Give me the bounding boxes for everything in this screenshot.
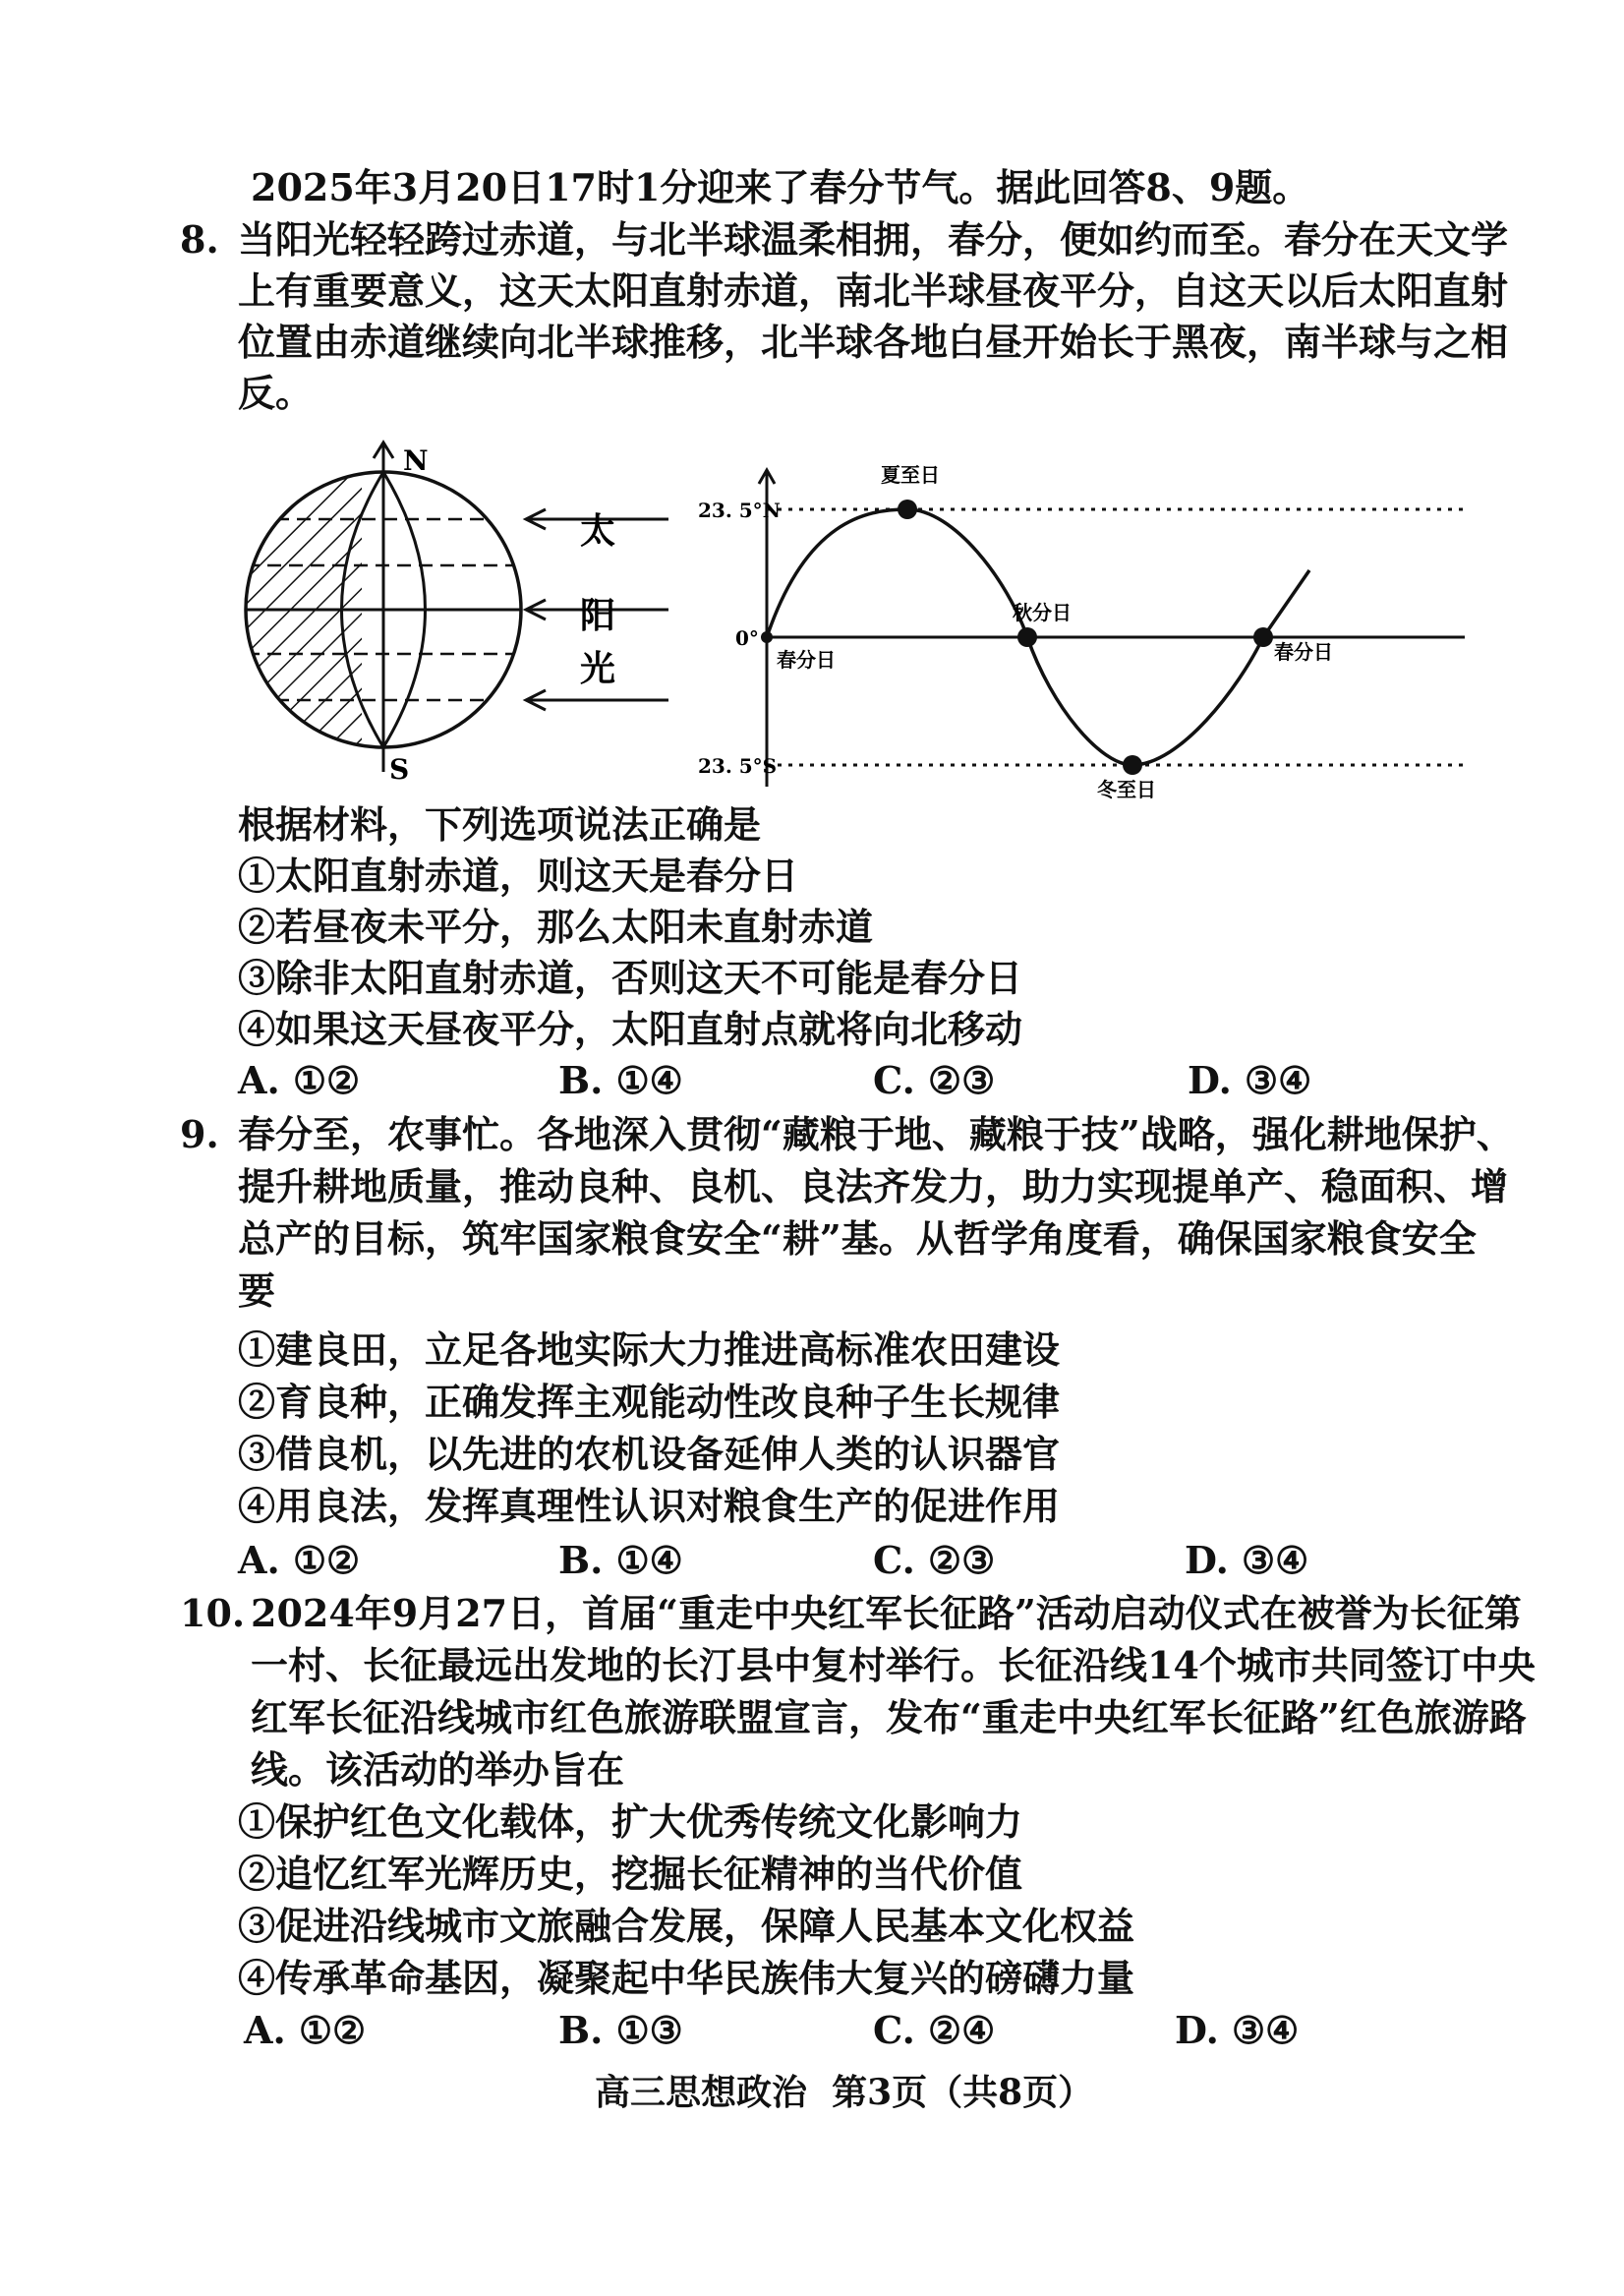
question-10-stem-line: 线。该活动的举办旨在: [251, 1747, 625, 1792]
question-9-option-b[interactable]: B. ①④: [558, 1538, 683, 1582]
sun-char: 阳: [580, 595, 616, 636]
question-8-prompt: 根据材料，下列选项说法正确是: [238, 802, 762, 847]
question-10-option-b[interactable]: B. ①③: [558, 2008, 683, 2052]
question-8-stem-line: 上有重要意义，这天太阳直射赤道，南北半球昼夜平分，自这天以后太阳直射: [238, 268, 1509, 313]
question-9-option-d[interactable]: D. ③④: [1185, 1538, 1309, 1582]
question-8-statement: ④如果这天昼夜平分，太阳直射点就将向北移动: [238, 1007, 1023, 1051]
question-8-option-d[interactable]: D. ③④: [1188, 1058, 1312, 1102]
autumn-equinox-point: [1017, 627, 1037, 647]
question-9-stem-line: 总产的目标，筑牢国家粮食安全“耕”基。从哲学角度看，确保国家粮食安全: [238, 1216, 1477, 1261]
question-8-statement: ③除非太阳直射赤道，否则这天不可能是春分日: [238, 956, 1023, 1000]
question-10-number: 10.: [180, 1591, 246, 1635]
question-9-stem-line: 提升耕地质量，推动良种、良机、良法齐发力，助力实现提单产、稳面积、增: [238, 1164, 1509, 1208]
question-10-stem-line: 红军长征沿线城市红色旅游联盟宣言，发布“重走中央红军长征路”红色旅游路: [251, 1695, 1527, 1739]
question-10-statement: ③促进沿线城市文旅融合发展，保障人民基本文化权益: [238, 1904, 1135, 1948]
question-9-stem-line: 要: [238, 1268, 276, 1313]
question-8-stem-line: 当阳光轻轻跨过赤道，与北半球温柔相拥，春分，便如约而至。春分在天文学: [238, 217, 1509, 262]
y-label-zero: 0°: [735, 626, 759, 650]
question-8-stem-line: 位置由赤道继续向北半球推移，北半球各地白昼开始长于黑夜，南半球与之相: [238, 320, 1509, 364]
globe-figure: [216, 433, 708, 796]
spring-equinox-start-point: [761, 631, 773, 643]
intro-text: 2025年3月20日17时1分迎来了春分节气。据此回答8、9题。: [251, 165, 1310, 209]
spring-equinox-point: [1253, 627, 1273, 647]
question-8-statement: ①太阳直射赤道，则这天是春分日: [238, 854, 799, 898]
question-10-stem-line: 2024年9月27日，首届“重走中央红军长征路”活动启动仪式在被誉为长征第: [251, 1591, 1522, 1635]
question-8-number: 8.: [180, 217, 219, 262]
autumn-equinox-label: 秋分日: [1013, 601, 1072, 624]
solar-curve-figure: [688, 452, 1475, 806]
question-8-stem-line: 反。: [238, 371, 314, 415]
south-label: S: [389, 753, 410, 786]
summer-solstice-point: [898, 500, 917, 519]
question-10-statement: ②追忆红军光辉历史，挖掘长征精神的当代价值: [238, 1852, 1023, 1896]
question-9-statement: ④用良法，发挥真理性认识对粮食生产的促进作用: [238, 1484, 1061, 1528]
question-9-stem-line: 春分至，农事忙。各地深入贯彻“藏粮于地、藏粮于技”战略，强化耕地保护、: [238, 1112, 1514, 1156]
question-9-option-c[interactable]: C. ②③: [873, 1538, 996, 1582]
question-10-option-d[interactable]: D. ③④: [1175, 2008, 1300, 2052]
question-8-option-a[interactable]: A. ①②: [238, 1058, 361, 1102]
spring-equinox-label: 春分日: [1274, 640, 1333, 664]
question-9-statement: ③借良机，以先进的农机设备延伸人类的认识器官: [238, 1432, 1061, 1476]
winter-solstice-point: [1123, 755, 1142, 775]
sun-char: 光: [580, 648, 616, 689]
question-10-statement: ④传承革命基因，凝聚起中华民族伟大复兴的磅礴力量: [238, 1956, 1135, 2000]
question-8-statement: ②若昼夜未平分，那么太阳未直射赤道: [238, 905, 874, 949]
question-9-statement: ①建良田，立足各地实际大力推进高标准农田建设: [238, 1327, 1061, 1372]
spring-equinox-label: 春分日: [777, 648, 836, 672]
y-label-north: 23. 5°N: [698, 499, 781, 522]
question-10-stem-line: 一村、长征最远出发地的长汀县中复村举行。长征沿线14个城市共同签订中央: [251, 1643, 1536, 1687]
question-8-option-c[interactable]: C. ②③: [873, 1058, 996, 1102]
question-10-option-a[interactable]: A. ①②: [244, 2008, 367, 2052]
north-label: N: [403, 444, 429, 477]
y-label-south: 23. 5°S: [698, 754, 778, 778]
question-9-statement: ②育良种，正确发挥主观能动性改良种子生长规律: [238, 1380, 1061, 1424]
sun-char: 太: [580, 510, 616, 552]
question-10-statement: ①保护红色文化载体，扩大优秀传统文化影响力: [238, 1799, 1023, 1844]
summer-solstice-label: 夏至日: [881, 463, 940, 487]
question-10-option-c[interactable]: C. ②④: [873, 2008, 996, 2052]
winter-solstice-label: 冬至日: [1097, 778, 1156, 801]
page-footer: 高三思想政治 第3页（共8页）: [595, 2072, 1094, 2113]
question-9-number: 9.: [180, 1112, 219, 1156]
question-9-option-a[interactable]: A. ①②: [238, 1538, 361, 1582]
question-8-option-b[interactable]: B. ①④: [558, 1058, 683, 1102]
